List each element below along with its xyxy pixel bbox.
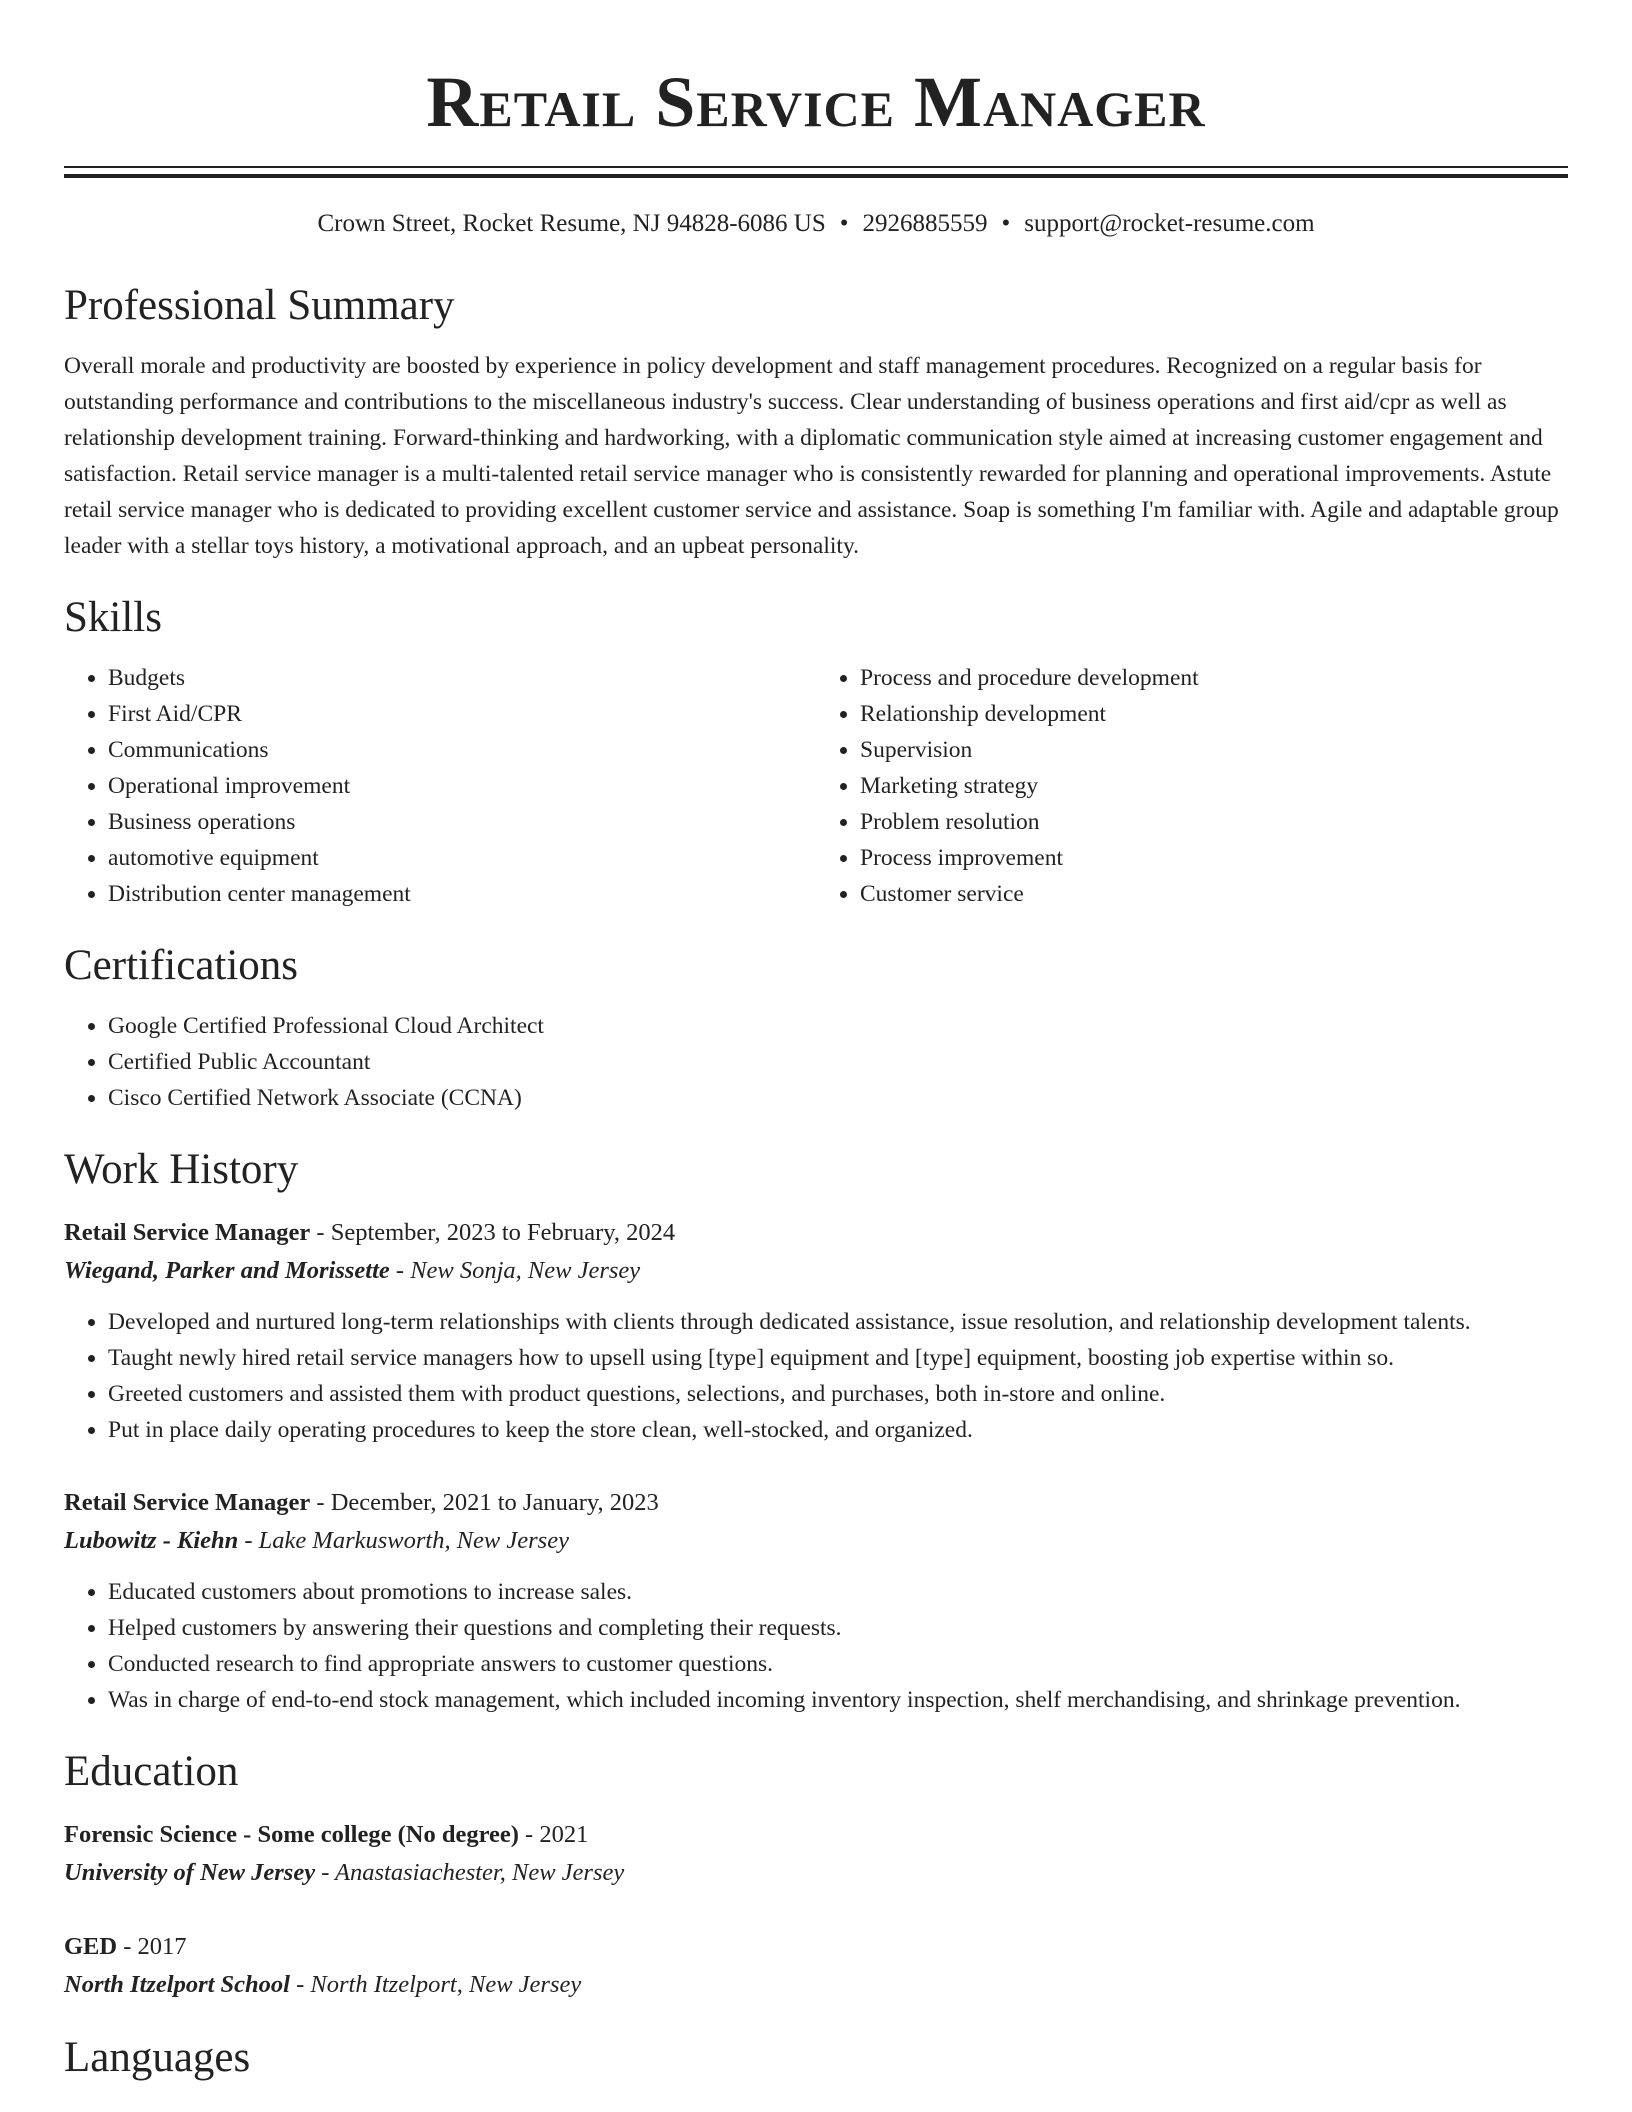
education-location: - North Itzelport, New Jersey [290,1971,582,1998]
job-bullet: • Helped customers by answering their questions and completing their requests. [108,1610,1568,1646]
job-dates: - December, 2021 to January, 2023 [310,1489,659,1516]
education-year: - 2021 [518,1821,589,1848]
skill-item: • Distribution center management [108,876,816,912]
education-entry [64,1928,1568,2004]
skill-item: • Process and procedure development [860,660,1568,696]
job-bullet: • Put in place daily operating procedures to keep the store clean, well-stocked, and organized. [108,1412,1568,1448]
education-degree-line [64,1816,1568,1854]
education-school: North Itzelport School [64,1971,290,1998]
job-bullet: • Taught newly hired retail service managers how to upsell using [type] equipment and [type] equipment, boosting job expertise within so. [108,1340,1568,1376]
skill-item: • Operational improvement [108,768,816,804]
job-bullet: • Conducted research to find appropriate answers to customer questions. [108,1646,1568,1682]
resume-title: Retail Service Manager [426,62,1206,142]
skill-item: • Relationship development [860,696,1568,732]
education-school: University of New Jersey [64,1859,316,1886]
job-title: Retail Service Manager [64,1489,311,1516]
contact-separator: • [839,210,849,237]
skill-item: • Supervision [860,732,1568,768]
skill-item: • Communications [108,732,816,768]
job-company: Wiegand, Parker and Morissette [64,1257,390,1284]
skill-item: • Problem resolution [860,804,1568,840]
certifications-heading: Certifications [64,942,299,989]
education-degree-line [64,1928,1568,1966]
job-bullet: • Educated customers about promotions to increase sales. [108,1574,1568,1610]
contact-separator: • [1001,210,1011,237]
education-entry [64,1816,1568,1892]
education-heading: Education [64,1748,239,1795]
job-entry [64,1484,1568,1718]
job-bullet: • Was in charge of end-to-end stock management, which included incoming inventory inspection, shelf merchandising, and shrinkage prevention. [108,1682,1568,1718]
skill-item: • Customer service [860,876,1568,912]
education-degree: GED [64,1933,118,1960]
skills-column-left [64,660,816,912]
job-company: Lubowitz - Kiehn [64,1527,239,1554]
resume-page [64,0,1568,2086]
certification-item: • Cisco Certified Network Associate (CCNA) [108,1080,1568,1116]
skills-heading: Skills [64,594,162,641]
summary-text: Overall morale and productivity are boosted by experience in policy development and staff management procedures. Recognized on a regular basis for outstanding performance and contributions to the miscellaneous industry's success. Clear understanding of business operations and first aid/cpr as well as relationship development training. Forward-thinking and hardworking, with a diplomatic communication style aimed at increasing customer engagement and satisfaction. Retail service manager is a multi-talented retail service manager who is consistently rewarded for planning and operational improvements. Astute retail service manager who is dedicated to providing excellent customer service and assistance. Soap is something I'm familiar with. Agile and adaptable group leader with a stellar toys history, a motivational approach, and an upbeat personality. [64,353,1559,559]
skill-item: • Budgets [108,660,816,696]
education-school-line [64,1966,1568,2004]
job-entry [64,1214,1568,1448]
skill-item: • First Aid/CPR [108,696,816,732]
certifications-list [64,1008,1568,1116]
job-bullet: • Developed and nurtured long-term relationships with clients through dedicated assistance, issue resolution, and relationship development talents. [108,1304,1568,1340]
title-divider-thin [64,166,1568,168]
job-bullets [64,1304,1568,1448]
skill-item: • automotive equipment [108,840,816,876]
education-school-line [64,1854,1568,1892]
job-company-line [64,1252,1568,1290]
job-bullets [64,1574,1568,1718]
contact-address: Crown Street, Rocket Resume, NJ 94828-6086 US [317,210,826,237]
job-title-line [64,1214,1568,1252]
skills-list [64,660,1568,912]
contact-phone: 2926885559 [862,210,988,237]
languages-heading: Languages [64,2034,251,2081]
education-location: - Anastasiachester, New Jersey [315,1859,625,1886]
job-bullet: • Greeted customers and assisted them with product questions, selections, and purchases, both in-store and online. [108,1376,1568,1412]
job-title-line [64,1484,1568,1522]
skill-item: • Marketing strategy [860,768,1568,804]
skill-item: • Process improvement [860,840,1568,876]
education-degree: Forensic Science - Some college (No degree) [64,1821,519,1848]
title-divider-thick [64,174,1568,178]
job-location: - New Sonja, New Jersey [389,1257,641,1284]
contact-email: support@rocket-resume.com [1024,210,1315,237]
skills-column-right [816,660,1568,912]
job-dates: - September, 2023 to February, 2024 [310,1219,676,1246]
job-title: Retail Service Manager [64,1219,311,1246]
education-year: - 2017 [117,1933,187,1960]
certification-item: • Google Certified Professional Cloud Architect [108,1008,1568,1044]
certification-item: • Certified Public Accountant [108,1044,1568,1080]
job-company-line [64,1522,1568,1560]
contact-line [64,208,1568,240]
job-location: - Lake Markusworth, New Jersey [238,1527,569,1554]
summary-heading: Professional Summary [64,282,455,329]
work-history-heading: Work History [64,1146,299,1193]
skill-item: • Business operations [108,804,816,840]
